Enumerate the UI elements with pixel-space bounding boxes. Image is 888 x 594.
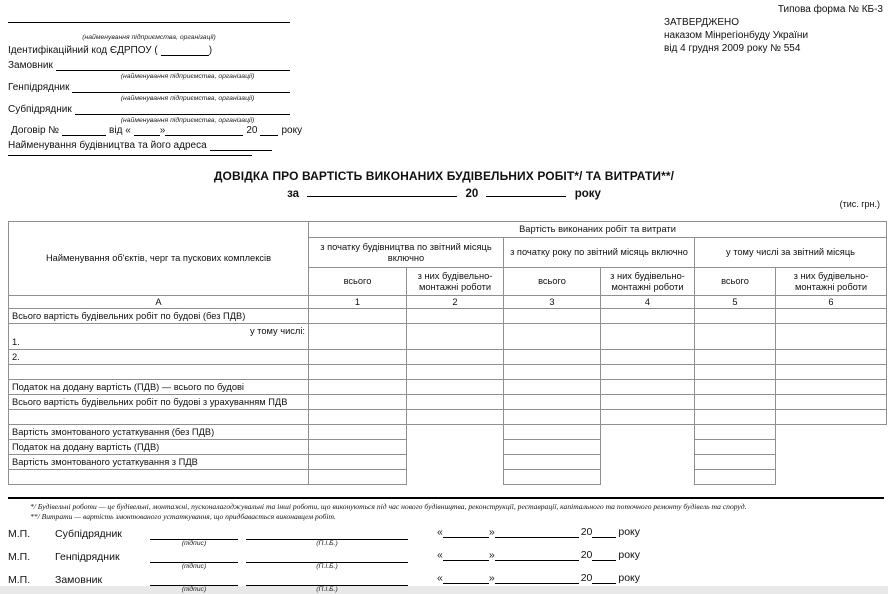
data-cell[interactable] xyxy=(309,440,407,455)
document-title: ДОВІДКА ПРО ВАРТІСТЬ ВИКОНАНИХ БУДІВЕЛЬНИХ РОБІТ*/ ТА ВИТРАТИ**/ xyxy=(213,169,675,183)
empty-space xyxy=(407,440,504,455)
data-cell[interactable] xyxy=(504,309,601,324)
data-cell[interactable] xyxy=(776,380,887,395)
approved-line: від 4 грудня 2009 року № 554 xyxy=(664,43,801,54)
date-group xyxy=(437,549,640,561)
data-cell[interactable] xyxy=(695,440,776,455)
empty-space xyxy=(407,470,504,485)
period-month-field[interactable] xyxy=(307,185,457,197)
signature-caption: (підпис) xyxy=(181,586,207,593)
data-cell[interactable] xyxy=(695,309,776,324)
empty-space xyxy=(601,440,695,455)
data-cell[interactable] xyxy=(504,470,601,485)
contract-day-field[interactable] xyxy=(134,124,160,136)
party-label: Генпідрядник xyxy=(55,551,120,563)
data-cell[interactable] xyxy=(601,365,695,380)
group-since-start: з початку будівництва по звітний місяць включно xyxy=(309,238,504,268)
party-label: Замовник xyxy=(55,574,103,586)
subcol-total: всього xyxy=(309,268,407,296)
stamp-label: М.П. xyxy=(8,574,31,586)
data-cell[interactable] xyxy=(601,350,695,365)
date-group xyxy=(437,526,640,538)
date-group xyxy=(437,572,640,584)
data-cell[interactable] xyxy=(309,455,407,470)
column-index: 5 xyxy=(695,296,776,309)
table-row xyxy=(9,410,887,425)
data-cell[interactable] xyxy=(601,395,695,410)
data-cell[interactable] xyxy=(309,380,407,395)
date-open: « xyxy=(437,549,443,561)
signature-row-gencontractor xyxy=(8,549,880,571)
period-suffix: року xyxy=(574,188,601,200)
contract-label: Договір № xyxy=(11,125,60,136)
data-cell[interactable] xyxy=(309,324,407,350)
org-name-row xyxy=(8,11,290,23)
empty-space xyxy=(407,455,504,470)
data-cell[interactable] xyxy=(695,470,776,485)
data-cell[interactable] xyxy=(504,395,601,410)
data-cell[interactable] xyxy=(504,425,601,440)
data-cell[interactable] xyxy=(695,455,776,470)
empty-space xyxy=(601,425,695,440)
data-cell[interactable] xyxy=(309,350,407,365)
row-label-cell: Всього вартість будівельних робіт по будові з урахуванням ПДВ xyxy=(9,395,309,410)
gencontractor-caption: (найменування підприємства, організації) xyxy=(120,95,255,102)
table-row xyxy=(9,365,887,380)
construction-row xyxy=(8,139,272,151)
date-year-field[interactable] xyxy=(592,549,616,561)
contract-quote-close: » xyxy=(159,125,166,136)
date-day-field[interactable] xyxy=(443,572,489,584)
table-row xyxy=(9,324,887,350)
data-cell[interactable] xyxy=(407,309,504,324)
document-period xyxy=(0,185,888,200)
contract-row xyxy=(8,124,305,136)
data-cell[interactable] xyxy=(695,395,776,410)
data-cell[interactable] xyxy=(407,380,504,395)
subcol-total: всього xyxy=(695,268,776,296)
period-year-label: 20 xyxy=(465,188,479,200)
row-label-cell: у тому числі: 1. xyxy=(9,324,309,350)
stamp-label: М.П. xyxy=(8,551,31,563)
data-cell[interactable] xyxy=(695,410,776,425)
data-cell[interactable] xyxy=(309,309,407,324)
contract-year-label: 20 xyxy=(246,125,258,136)
table-row xyxy=(9,395,887,410)
row-label-cell: 2. xyxy=(9,350,309,365)
column-index: 4 xyxy=(601,296,695,309)
fullname-field[interactable] xyxy=(246,551,408,563)
subcontractor-caption: (найменування підприємства, організації) xyxy=(120,117,255,124)
data-cell[interactable] xyxy=(601,410,695,425)
stamp-label: М.П. xyxy=(8,528,31,540)
table-row xyxy=(9,425,887,440)
row-label-cell: Податок на додану вартість (ПДВ) — всього по будові xyxy=(9,380,309,395)
fullname-caption: (П.І.Б.) xyxy=(316,540,338,547)
gencontractor-row xyxy=(8,81,290,93)
contract-month-field[interactable] xyxy=(165,124,243,136)
row-label-cell: Всього вартість будівельних робіт по будові (без ПДВ) xyxy=(9,309,309,324)
column-index: А xyxy=(9,296,309,309)
subcol-cmw: з них будівельно-монтажні роботи xyxy=(776,268,887,296)
group-reporting-month: у тому числі за звітний місяць xyxy=(695,238,887,268)
fullname-field[interactable] xyxy=(246,528,408,540)
data-cell[interactable] xyxy=(695,425,776,440)
data-cell[interactable] xyxy=(601,380,695,395)
table-group-header: Вартість виконаних робіт та витрати xyxy=(309,222,887,238)
data-cell[interactable] xyxy=(695,350,776,365)
form-code: Типова форма № КБ-3 xyxy=(777,4,883,15)
footnotes xyxy=(30,502,870,521)
data-cell[interactable] xyxy=(776,365,887,380)
data-cell[interactable] xyxy=(309,425,407,440)
customer-row xyxy=(8,59,290,71)
fullname-caption: (П.І.Б.) xyxy=(316,586,338,593)
contract-year-field[interactable] xyxy=(260,124,278,136)
table-row xyxy=(9,455,887,470)
edrpou-row xyxy=(8,44,212,56)
signature-field[interactable] xyxy=(150,528,238,540)
gencontractor-field[interactable] xyxy=(72,81,290,93)
date-year-label: 20 xyxy=(580,549,593,561)
party-label: Субпідрядник xyxy=(55,528,122,540)
date-day-field[interactable] xyxy=(443,526,489,538)
data-cell[interactable] xyxy=(504,455,601,470)
date-close: » xyxy=(488,526,495,538)
customer-field[interactable] xyxy=(56,59,290,71)
customer-caption: (найменування підприємства, організації) xyxy=(120,73,255,80)
period-prefix: за xyxy=(287,188,300,200)
data-cell[interactable] xyxy=(407,350,504,365)
empty-space xyxy=(601,470,695,485)
data-cell[interactable] xyxy=(309,395,407,410)
subcontractor-label: Субпідрядник xyxy=(8,104,72,115)
signature-row-subcontractor xyxy=(8,526,880,548)
table-row xyxy=(9,470,887,485)
construction-field-line2[interactable] xyxy=(8,155,252,156)
date-close: » xyxy=(488,549,495,561)
row-label-cell xyxy=(9,410,309,425)
row-label-cell xyxy=(9,365,309,380)
row-label-cell: Податок на додану вартість (ПДВ) xyxy=(9,440,309,455)
date-month-field[interactable] xyxy=(495,526,579,538)
data-cell[interactable] xyxy=(407,365,504,380)
data-cell[interactable] xyxy=(776,410,887,425)
row-label-cell xyxy=(9,470,309,485)
date-year-label: 20 xyxy=(580,526,593,538)
date-year-field[interactable] xyxy=(592,526,616,538)
period-year-field[interactable] xyxy=(486,185,566,197)
signature-row-customer xyxy=(8,572,880,594)
fullname-field[interactable] xyxy=(246,574,408,586)
data-cell[interactable] xyxy=(309,470,407,485)
date-close: » xyxy=(488,572,495,584)
data-cell[interactable] xyxy=(695,380,776,395)
date-open: « xyxy=(437,526,443,538)
empty-space xyxy=(776,425,887,440)
data-cell[interactable] xyxy=(776,309,887,324)
group-since-year: з початку року по звітний місяць включно xyxy=(504,238,695,268)
data-cell[interactable] xyxy=(309,365,407,380)
edrpou-close: ) xyxy=(208,45,213,56)
table-row xyxy=(9,440,887,455)
column-index: 2 xyxy=(407,296,504,309)
construction-label: Найменування будівництва та його адреса xyxy=(8,140,207,151)
footnote-separator xyxy=(8,497,884,499)
subcol-cmw: з них будівельно-монтажні роботи xyxy=(407,268,504,296)
subcontractor-field[interactable] xyxy=(75,103,290,115)
col-a-header: Найменування об'єктів, черг та пускових комплексів xyxy=(9,222,309,296)
gencontractor-label: Генпідрядник xyxy=(8,82,70,93)
date-open: « xyxy=(437,572,443,584)
date-month-field[interactable] xyxy=(495,572,579,584)
column-index: 1 xyxy=(309,296,407,309)
contract-year-suffix: року xyxy=(281,125,303,136)
cost-table-wrap xyxy=(8,221,887,485)
row-label-cell: Вартість змонтованого устаткування з ПДВ xyxy=(9,455,309,470)
fullname-caption: (П.І.Б.) xyxy=(316,563,338,570)
approved-line: наказом Мінрегіонбуду України xyxy=(664,30,809,41)
approved-line: ЗАТВЕРДЖЕНО xyxy=(664,17,740,28)
date-suffix: року xyxy=(618,526,641,538)
empty-space xyxy=(776,470,887,485)
signature-field[interactable] xyxy=(150,574,238,586)
data-cell[interactable] xyxy=(776,324,887,350)
date-year-label: 20 xyxy=(580,572,593,584)
data-cell[interactable] xyxy=(309,410,407,425)
data-cell[interactable] xyxy=(504,365,601,380)
subcol-total: всього xyxy=(504,268,601,296)
edrpou-label: Ідентифікаційний код ЄДРПОУ ( xyxy=(8,45,158,56)
data-cell[interactable] xyxy=(504,350,601,365)
empty-space xyxy=(776,455,887,470)
contract-number-field[interactable] xyxy=(62,124,106,136)
data-cell[interactable] xyxy=(407,410,504,425)
subcontractor-row xyxy=(8,103,290,115)
signature-caption: (підпис) xyxy=(181,540,207,547)
org-name-field[interactable] xyxy=(8,11,290,23)
column-index: 6 xyxy=(776,296,887,309)
customer-label: Замовник xyxy=(8,60,53,71)
units-note: (тис. грн.) xyxy=(839,199,880,209)
date-year-field[interactable] xyxy=(592,572,616,584)
row-label-cell: Вартість змонтованого устаткування (без ПДВ) xyxy=(9,425,309,440)
data-cell[interactable] xyxy=(695,365,776,380)
signature-field[interactable] xyxy=(150,551,238,563)
table-body xyxy=(9,309,887,485)
data-cell[interactable] xyxy=(407,324,504,350)
table-row xyxy=(9,309,887,324)
approved-block xyxy=(664,16,808,55)
data-cell[interactable] xyxy=(776,350,887,365)
empty-space xyxy=(601,455,695,470)
data-cell[interactable] xyxy=(504,440,601,455)
contract-from-label: від « xyxy=(109,125,131,136)
data-cell[interactable] xyxy=(601,324,695,350)
data-cell[interactable] xyxy=(504,410,601,425)
footnote-1: */ Будівельні роботи — це будівельні, монтажні, пусконалагоджувальні та інші роботи, що виконуються під час нового будівництва, реконструкції, реставрації, капітального та поточного ремонту будівель та споруд. xyxy=(30,502,747,511)
column-index: 3 xyxy=(504,296,601,309)
edrpou-field[interactable] xyxy=(161,44,209,56)
date-day-field[interactable] xyxy=(443,549,489,561)
table-row xyxy=(9,350,887,365)
empty-space xyxy=(776,440,887,455)
data-cell[interactable] xyxy=(601,309,695,324)
construction-field[interactable] xyxy=(210,139,272,151)
data-cell[interactable] xyxy=(504,324,601,350)
footnote-2: **/ Витрати — вартість змонтованого устаткування, що придбавається виконавцем робіт. xyxy=(30,511,336,521)
data-cell[interactable] xyxy=(407,395,504,410)
data-cell[interactable] xyxy=(504,380,601,395)
table-row xyxy=(9,380,887,395)
data-cell[interactable] xyxy=(776,395,887,410)
signature-caption: (підпис) xyxy=(181,563,207,570)
cost-table xyxy=(8,221,887,485)
data-cell[interactable] xyxy=(695,324,776,350)
org-name-caption: (найменування підприємства, організації) xyxy=(82,34,216,41)
date-month-field[interactable] xyxy=(495,549,579,561)
subcol-cmw: з них будівельно-монтажні роботи xyxy=(601,268,695,296)
date-suffix: року xyxy=(618,572,641,584)
empty-space xyxy=(407,425,504,440)
date-suffix: року xyxy=(618,549,641,561)
